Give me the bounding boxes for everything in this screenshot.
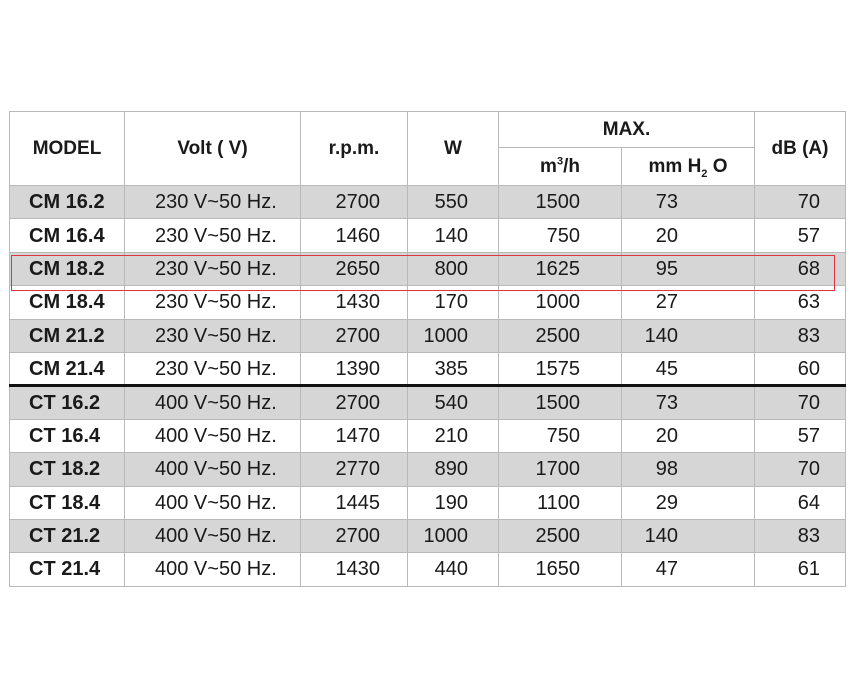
cell-rpm: 1430 xyxy=(301,286,408,319)
table-body xyxy=(10,186,846,587)
cell-m3h: 750 xyxy=(499,219,622,252)
cell-volt: 400 V~50 Hz. xyxy=(125,553,301,586)
cell-m3h: 1625 xyxy=(499,252,622,285)
header-mmh2o-sub: 2 xyxy=(701,167,708,180)
cell-rpm: 2770 xyxy=(301,453,408,486)
cell-m3h: 1700 xyxy=(499,453,622,486)
cell-db: 70 xyxy=(755,386,846,419)
cell-db: 63 xyxy=(755,286,846,319)
cell-rpm: 2700 xyxy=(301,319,408,352)
cell-db: 57 xyxy=(755,219,846,252)
cell-m3h: 1575 xyxy=(499,352,622,385)
cell-w: 140 xyxy=(408,219,499,252)
table-row xyxy=(10,219,846,252)
header-rpm: r.p.m. xyxy=(301,112,408,186)
header-model: MODEL xyxy=(10,112,125,186)
cell-rpm: 1460 xyxy=(301,219,408,252)
cell-volt: 400 V~50 Hz. xyxy=(125,386,301,419)
table-row xyxy=(10,553,846,586)
cell-db: 83 xyxy=(755,319,846,352)
cell-rpm: 1430 xyxy=(301,553,408,586)
cell-rpm: 2650 xyxy=(301,252,408,285)
cell-m3h: 2500 xyxy=(499,519,622,552)
table-header xyxy=(10,112,846,186)
header-w: W xyxy=(408,112,499,186)
cell-mmh2o: 20 xyxy=(622,219,755,252)
cell-model: CM 21.4 xyxy=(10,352,125,385)
cell-mmh2o: 98 xyxy=(622,453,755,486)
table-row xyxy=(10,386,846,419)
cell-model: CM 16.2 xyxy=(10,186,125,219)
cell-db: 57 xyxy=(755,419,846,452)
cell-w: 540 xyxy=(408,386,499,419)
cell-w: 385 xyxy=(408,352,499,385)
cell-rpm: 2700 xyxy=(301,386,408,419)
header-m3h-tail: /h xyxy=(563,156,580,177)
table-row xyxy=(10,319,846,352)
cell-w: 1000 xyxy=(408,519,499,552)
header-mmh2o xyxy=(622,148,755,186)
header-volt: Volt ( V) xyxy=(125,112,301,186)
table-row xyxy=(10,186,846,219)
cell-model: CT 18.4 xyxy=(10,486,125,519)
cell-model: CM 18.4 xyxy=(10,286,125,319)
cell-m3h: 1650 xyxy=(499,553,622,586)
cell-model: CT 16.4 xyxy=(10,419,125,452)
cell-mmh2o: 73 xyxy=(622,186,755,219)
cell-w: 440 xyxy=(408,553,499,586)
cell-volt: 400 V~50 Hz. xyxy=(125,519,301,552)
cell-db: 70 xyxy=(755,453,846,486)
cell-mmh2o: 29 xyxy=(622,486,755,519)
cell-mmh2o: 95 xyxy=(622,252,755,285)
table-row xyxy=(10,453,846,486)
header-m3h-sup: 3 xyxy=(556,155,564,168)
header-mmh2o-base: mm H xyxy=(648,156,702,177)
cell-mmh2o: 140 xyxy=(622,519,755,552)
cell-rpm: 1390 xyxy=(301,352,408,385)
cell-w: 890 xyxy=(408,453,499,486)
table-row xyxy=(10,252,846,285)
cell-volt: 230 V~50 Hz. xyxy=(125,219,301,252)
cell-mmh2o: 45 xyxy=(622,352,755,385)
cell-db: 60 xyxy=(755,352,846,385)
cell-w: 210 xyxy=(408,419,499,452)
cell-m3h: 1100 xyxy=(499,486,622,519)
cell-model: CM 18.2 xyxy=(10,252,125,285)
cell-volt: 400 V~50 Hz. xyxy=(125,453,301,486)
table-row xyxy=(10,286,846,319)
cell-w: 190 xyxy=(408,486,499,519)
cell-db: 83 xyxy=(755,519,846,552)
fan-spec-table xyxy=(9,111,846,587)
table-row xyxy=(10,519,846,552)
table-row xyxy=(10,419,846,452)
cell-mmh2o: 73 xyxy=(622,386,755,419)
table-row xyxy=(10,486,846,519)
cell-mmh2o: 140 xyxy=(622,319,755,352)
header-mmh2o-tail: O xyxy=(707,156,728,177)
cell-volt: 230 V~50 Hz. xyxy=(125,352,301,385)
cell-m3h: 2500 xyxy=(499,319,622,352)
cell-volt: 230 V~50 Hz. xyxy=(125,186,301,219)
cell-m3h: 1500 xyxy=(499,186,622,219)
header-max: MAX. xyxy=(499,112,755,148)
cell-volt: 400 V~50 Hz. xyxy=(125,419,301,452)
cell-w: 1000 xyxy=(408,319,499,352)
cell-volt: 230 V~50 Hz. xyxy=(125,286,301,319)
table-row xyxy=(10,352,846,385)
cell-model: CT 18.2 xyxy=(10,453,125,486)
cell-w: 800 xyxy=(408,252,499,285)
cell-model: CM 16.4 xyxy=(10,219,125,252)
cell-model: CT 16.2 xyxy=(10,386,125,419)
cell-mmh2o: 47 xyxy=(622,553,755,586)
cell-model: CT 21.4 xyxy=(10,553,125,586)
cell-model: CT 21.2 xyxy=(10,519,125,552)
header-m3h xyxy=(499,148,622,186)
cell-w: 550 xyxy=(408,186,499,219)
cell-rpm: 1445 xyxy=(301,486,408,519)
cell-volt: 400 V~50 Hz. xyxy=(125,486,301,519)
cell-volt: 230 V~50 Hz. xyxy=(125,319,301,352)
cell-db: 61 xyxy=(755,553,846,586)
cell-rpm: 2700 xyxy=(301,519,408,552)
cell-mmh2o: 20 xyxy=(622,419,755,452)
cell-w: 170 xyxy=(408,286,499,319)
cell-db: 68 xyxy=(755,252,846,285)
cell-rpm: 2700 xyxy=(301,186,408,219)
header-db: dB (A) xyxy=(755,112,846,186)
cell-db: 64 xyxy=(755,486,846,519)
cell-model: CM 21.2 xyxy=(10,319,125,352)
cell-m3h: 1000 xyxy=(499,286,622,319)
cell-m3h: 1500 xyxy=(499,386,622,419)
header-m3h-base: m xyxy=(540,156,557,177)
cell-m3h: 750 xyxy=(499,419,622,452)
cell-rpm: 1470 xyxy=(301,419,408,452)
cell-db: 70 xyxy=(755,186,846,219)
cell-mmh2o: 27 xyxy=(622,286,755,319)
cell-volt: 230 V~50 Hz. xyxy=(125,252,301,285)
